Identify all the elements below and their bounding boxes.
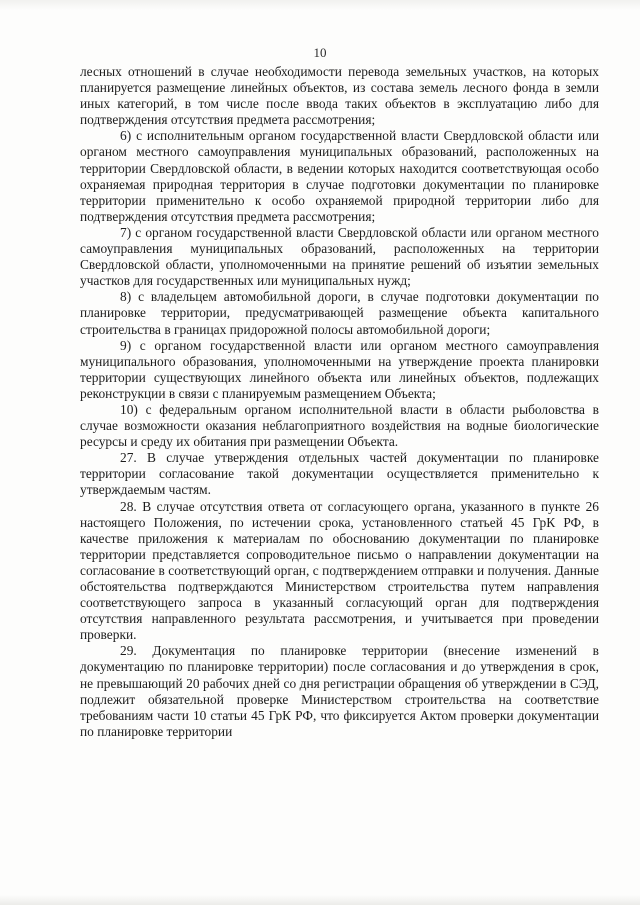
- paragraph-item-8: 8) с владельцем автомобильной дороги, в случае подготовки документации по планировке территории, предусматривающей размещение объекта капитального строительства в границах придорожной полосы автомобильной дороги;: [80, 289, 599, 337]
- paragraph-item-7: 7) с органом государственной власти Свердловской области или органом местного самоуправления муниципальных образований, расположенных на территории Свердловской области, уполномоченными на принятие решений об изъятии земельных участков для государственных или муниципальных нужд;: [80, 224, 599, 289]
- paragraph-clause-28: 28. В случае отсутствия ответа от согласующего органа, указанного в пункте 26 настоящего Положения, по истечении срока, установленного статьей 45 ГрК РФ, в качестве приложения к материалам по обоснованию документации по планировке территории представляется сопроводительное письмо о направлении документации на согласование в соответствующий орган, с подтверждением отправки и получения. Данные обстоятельства подтверждаются Министерством строительства путем направления соответствующего запроса в указанный согласующий орган для подтверждения отсутствия направленного результата рассмотрения, и учитывается при проведении проверки.: [80, 498, 599, 643]
- document-body: [80, 64, 599, 740]
- scan-edge-bottom: [0, 895, 640, 905]
- page-number: 10: [313, 45, 327, 60]
- paragraph-clause-27: 27. В случае утверждения отдельных частей документации по планировке территории согласование такой документации осуществляется применительно к утверждаемым частям.: [80, 450, 599, 498]
- paragraph-clause-29: 29. Документация по планировке территории (внесение изменений в документацию по планировке территории) после согласования и до утверждения в срок, не превышающий 20 рабочих дней со дня регистрации обращения об утверждении в СЭД, подлежит обязательной проверке Министерством строительства на соответствие требованиям части 10 статьи 45 ГрК РФ, что фиксируется Актом проверки документации по планировке территории: [80, 643, 599, 739]
- paragraph-item-10: 10) с федеральным органом исполнительной власти в области рыболовства в случае возможности оказания неблагоприятного воздействия на водные биологические ресурсы и среду их обитания при размещении Объекта.: [80, 401, 599, 450]
- paragraph-item-6: 6) с исполнительным органом государственной власти Свердловской области или органом местного самоуправления муниципальных образований, расположенных на территории Свердловской области, в ведении которых находится соответствующая особо охраняемая природная территория в случае подготовки документации по планировке территории применительно к особо охраняемой природной территории либо для подтверждения отсутствия предмета рассмотрения;: [80, 128, 599, 224]
- scan-edge-top: [0, 0, 640, 10]
- paragraph-continuation: лесных отношений в случае необходимости перевода земельных участков, на которых планируется размещение линейных объектов, из состава земель лесного фонда в земли иных категорий, в том числе после ввода таких объектов в эксплуатацию либо для подтверждения отсутствия предмета рассмотрения;: [80, 64, 599, 128]
- paragraph-item-9: 9) с органом государственной власти или органом местного самоуправления муниципального образования, уполномоченными на утверждение проекта планировки территории существующих линейного объекта или линейных объектов, подлежащих реконструкции в связи с планируемым размещением Объекта;: [80, 337, 599, 401]
